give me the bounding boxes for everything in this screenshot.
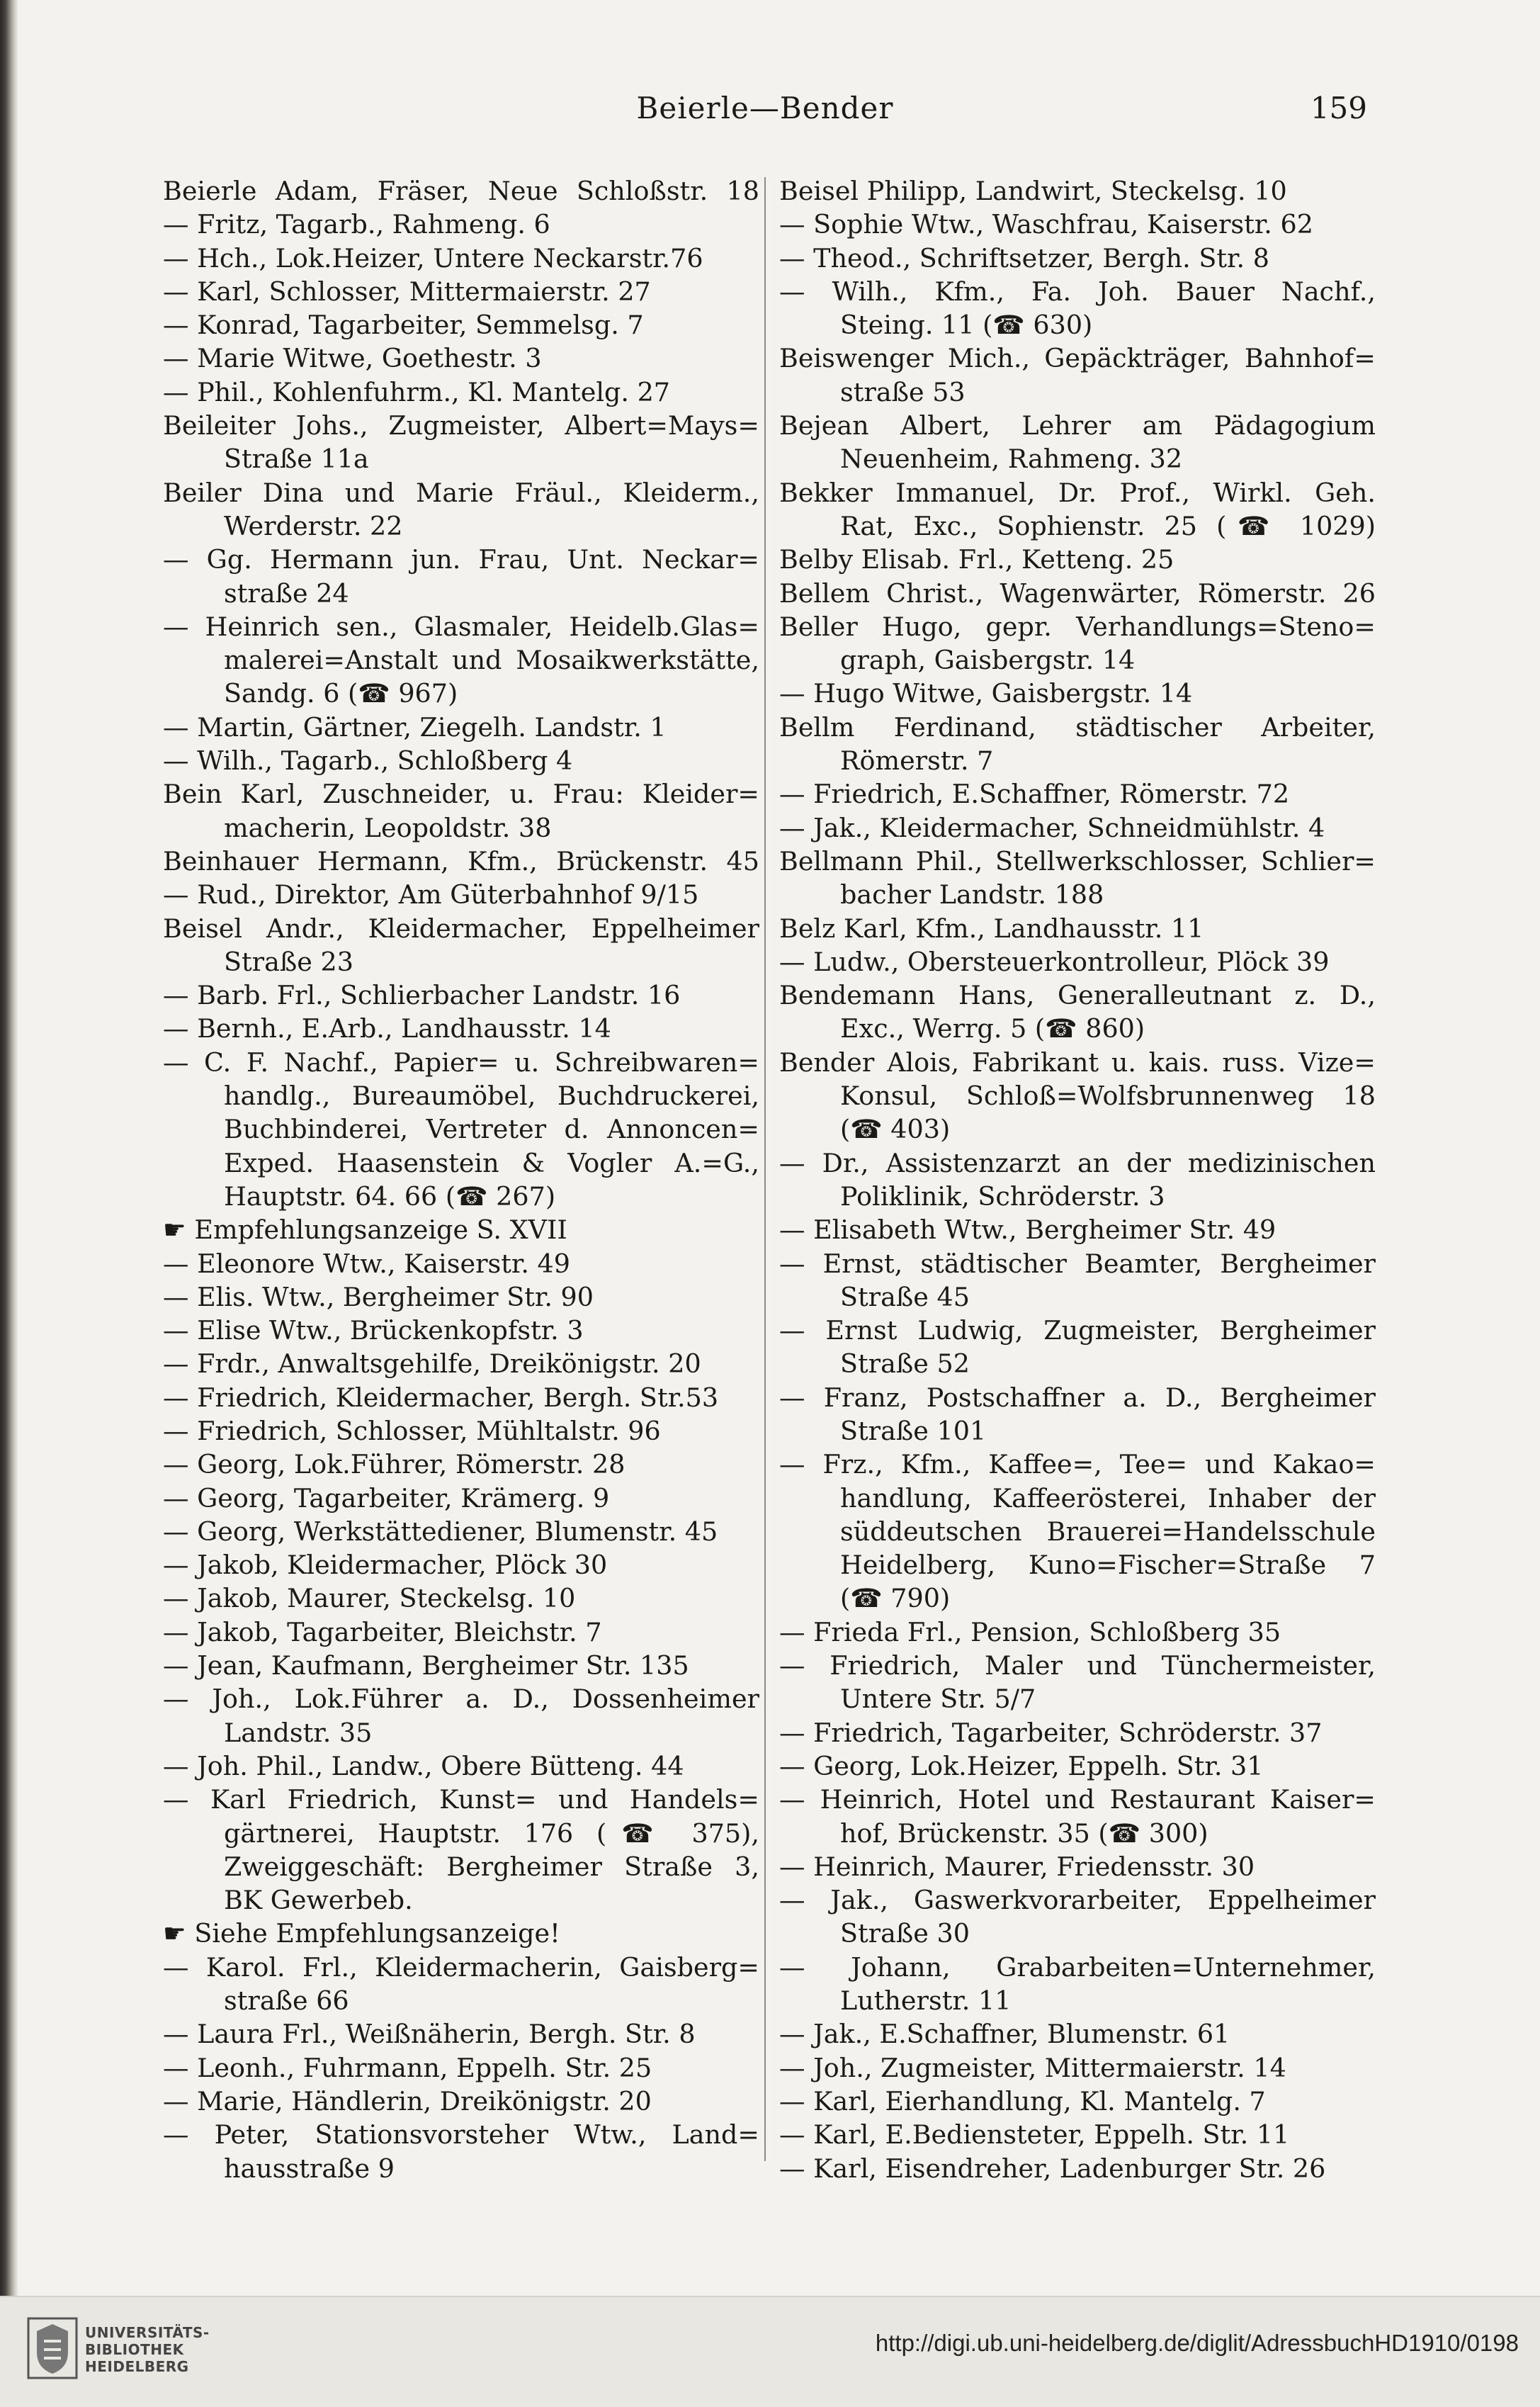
directory-entry-line: — Johann, Grabarbeiten=Unternehmer,	[779, 1951, 1376, 1983]
university-seal-icon	[27, 2317, 78, 2379]
directory-entry-line: Buchbinderei, Vertreter d. Annoncen=	[224, 1114, 759, 1145]
digitization-footer	[0, 2296, 1540, 2407]
directory-entry-line: — Gg. Hermann jun. Frau, Unt. Neckar=	[163, 544, 759, 575]
directory-entry-line: — Wilh., Tagarb., Schloßberg 4	[163, 745, 573, 777]
directory-entry-line: Konsul, Schloß=Wolfsbrunnenweg 18	[840, 1081, 1376, 1112]
directory-entry-line: Römerstr. 7	[840, 745, 994, 777]
directory-entry-line: Werderstr. 22	[224, 510, 403, 541]
directory-entry-line: — Elise Wtw., Brückenkopfstr. 3	[163, 1315, 584, 1346]
directory-entry-line: — Elisabeth Wtw., Bergheimer Str. 49	[779, 1214, 1276, 1246]
directory-entry-line: — Heinrich, Hotel und Restaurant Kaiser=	[779, 1784, 1376, 1815]
directory-entry-line: — Karl, E.Bediensteter, Eppelh. Str. 11	[779, 2119, 1290, 2150]
directory-entry-line: Beisel Andr., Kleidermacher, Eppelheimer	[163, 913, 759, 944]
directory-entry-line: — Friedrich, Kleidermacher, Bergh. Str.53	[163, 1382, 719, 1413]
directory-entry-line: Lutherstr. 11	[840, 1985, 1012, 2017]
directory-entry-line: straße 24	[224, 577, 349, 609]
directory-entry-line: — Laura Frl., Weißnäherin, Bergh. Str. 8	[163, 2019, 696, 2050]
directory-entry-line: Neuenheim, Rahmeng. 32	[840, 444, 1183, 475]
directory-entry-line: Landstr. 35	[224, 1717, 373, 1748]
directory-entry-line: — Joh. Phil., Landw., Obere Bütteng. 44	[163, 1750, 684, 1781]
directory-entry-line: Beiswenger Mich., Gepäckträger, Bahnhof=	[779, 343, 1376, 374]
directory-entry-line: Sandg. 6 (☎ 967)	[224, 678, 458, 709]
directory-entry-line: — Jak., Kleidermacher, Schneidmühlstr. 4	[779, 812, 1325, 843]
directory-entry-line: Exc., Werrg. 5 (☎ 860)	[840, 1013, 1145, 1044]
directory-entry-line: — Georg, Lok.Führer, Römerstr. 28	[163, 1449, 625, 1480]
directory-entry-line: bacher Landstr. 188	[840, 879, 1104, 911]
directory-entry-line: — Ernst, städtischer Beamter, Bergheimer	[779, 1248, 1376, 1279]
directory-entry-line: — Bernh., E.Arb., Landhausstr. 14	[163, 1013, 611, 1044]
directory-entry-line: handlung, Kaffeerösterei, Inhaber der	[840, 1482, 1376, 1513]
directory-entry-line: macherin, Leopoldstr. 38	[224, 812, 552, 843]
directory-entry-line: — Frieda Frl., Pension, Schloßberg 35	[779, 1616, 1281, 1647]
directory-entry-line: — Dr., Assistenzarzt an der medizinischen	[779, 1147, 1376, 1178]
directory-entry-line: — Jakob, Kleidermacher, Plöck 30	[163, 1550, 608, 1581]
directory-entry-line: Exped. Haasenstein & Vogler A.=G.,	[224, 1147, 759, 1178]
directory-entry-line: — Fritz, Tagarb., Rahmeng. 6	[163, 209, 550, 240]
directory-entry-line: — Ludw., Obersteuerkontrolleur, Plöck 39	[779, 946, 1330, 977]
directory-entry-line: graph, Gaisbergstr. 14	[840, 645, 1136, 676]
directory-entry-line: BK Gewerbeb.	[224, 1885, 413, 1916]
directory-entry-line: — Friedrich, Maler und Tünchermeister,	[779, 1650, 1376, 1681]
directory-entry-line: Zweiggeschäft: Bergheimer Straße 3,	[224, 1851, 759, 1882]
directory-entry-line: (☎ 790)	[840, 1583, 951, 1614]
directory-entry-line: Beiler Dina und Marie Fräul., Kleiderm.,	[163, 477, 759, 508]
directory-entry-line: — Friedrich, Tagarbeiter, Schröderstr. 37	[779, 1717, 1323, 1748]
directory-entry-line: Beisel Philipp, Landwirt, Steckelsg. 10	[779, 176, 1287, 206]
directory-entry-line: gärtnerei, Hauptstr. 176 (☎ 375),	[224, 1817, 759, 1849]
directory-entry-line: — Phil., Kohlenfuhrm., Kl. Mantelg. 27	[163, 376, 671, 407]
directory-entry-line: — Elis. Wtw., Bergheimer Str. 90	[163, 1281, 594, 1312]
directory-entry-line: — Karl Friedrich, Kunst= und Handels=	[163, 1784, 759, 1815]
directory-entry-line: (☎ 403)	[840, 1114, 951, 1145]
directory-entry-line: Bellmann Phil., Stellwerkschlosser, Schlier=	[779, 845, 1376, 876]
directory-entry-line: — Marie, Händlerin, Dreikönigstr. 20	[163, 2085, 652, 2116]
directory-entry-line: — Konrad, Tagarbeiter, Semmelsg. 7	[163, 310, 644, 341]
directory-entry-line: Untere Str. 5/7	[840, 1684, 1036, 1715]
directory-entry-line: — Frz., Kfm., Kaffee=, Tee= und Kakao=	[779, 1449, 1376, 1480]
directory-entry-line: — Karl, Schlosser, Mittermaierstr. 27	[163, 276, 651, 307]
directory-entry-line: — Karl, Eisendreher, Ladenburger Str. 26	[779, 2153, 1326, 2184]
directory-entry-line: Bellm Ferdinand, städtischer Arbeiter,	[779, 711, 1376, 743]
directory-entry-line: Beierle Adam, Fräser, Neue Schloßstr. 18	[163, 176, 759, 206]
directory-entry-line: — Karl, Eierhandlung, Kl. Mantelg. 7	[779, 2085, 1266, 2116]
directory-entry-line: — Rud., Direktor, Am Güterbahnhof 9/15	[163, 879, 699, 911]
directory-entry-line: Beileiter Johs., Zugmeister, Albert=Mays=	[163, 410, 759, 441]
directory-entry-line: — Theod., Schriftsetzer, Bergh. Str. 8	[779, 242, 1269, 274]
page-header	[163, 91, 1367, 133]
directory-entry-line: — Georg, Tagarbeiter, Krämerg. 9	[163, 1482, 610, 1513]
directory-entry-line: Straße 30	[840, 1918, 970, 1949]
directory-entry-line: — Jak., E.Schaffner, Blumenstr. 61	[779, 2019, 1230, 2050]
directory-entry-line: malerei=Anstalt und Mosaikwerkstätte,	[224, 645, 759, 676]
directory-entry-line: — Ernst Ludwig, Zugmeister, Bergheimer	[779, 1315, 1376, 1346]
directory-entry-line: Belz Karl, Kfm., Landhausstr. 11	[779, 913, 1204, 944]
directory-entry-line: — Leonh., Fuhrmann, Eppelh. Str. 25	[163, 2052, 652, 2083]
directory-entry-line: Hauptstr. 64. 66 (☎ 267)	[224, 1180, 556, 1212]
source-url-link[interactable]: http://digi.ub.uni-heidelberg.de/diglit/AdressbuchHD1910/0198	[875, 2330, 1519, 2356]
directory-entry-line: Bellem Christ., Wagenwärter, Römerstr. 26	[779, 577, 1376, 609]
running-title: Beierle—Bender	[636, 91, 894, 125]
directory-entry-line: — Barb. Frl., Schlierbacher Landstr. 16	[163, 980, 681, 1011]
directory-entry-line: hof, Brückenstr. 35 (☎ 300)	[840, 1817, 1208, 1849]
right-column	[779, 174, 1376, 2185]
directory-entry-line: Bendemann Hans, Generalleutnant z. D.,	[779, 980, 1376, 1011]
directory-entry-line: straße 66	[224, 1985, 349, 2017]
directory-entry-line: ☛ Empfehlungsanzeige S. XVII	[163, 1214, 567, 1246]
directory-entry-line: Beinhauer Hermann, Kfm., Brückenstr. 45	[163, 845, 759, 876]
directory-entry-line: — Martin, Gärtner, Ziegelh. Landstr. 1	[163, 711, 667, 743]
directory-entry-line: — Jakob, Maurer, Steckelsg. 10	[163, 1583, 576, 1614]
directory-entry-line: — Franz, Postschaffner a. D., Bergheimer	[779, 1382, 1376, 1413]
directory-entry-line: — Peter, Stationsvorsteher Wtw., Land=	[163, 2119, 759, 2150]
directory-entry-line: — Wilh., Kfm., Fa. Joh. Bauer Nachf.,	[779, 276, 1376, 307]
directory-entry-line: — C. F. Nachf., Papier= u. Schreibwaren=	[163, 1047, 759, 1078]
directory-entry-line: Belby Elisab. Frl., Ketteng. 25	[779, 544, 1174, 575]
directory-entry-line: — Jean, Kaufmann, Bergheimer Str. 135	[163, 1650, 689, 1681]
page-number: 159	[1310, 91, 1367, 125]
directory-entry-line: — Friedrich, E.Schaffner, Römerstr. 72	[779, 779, 1290, 810]
directory-entry-line: Heidelberg, Kuno=Fischer=Straße 7	[840, 1550, 1376, 1581]
directory-entry-line: handlg., Bureaumöbel, Buchdruckerei,	[224, 1081, 759, 1112]
directory-entry-line: — Heinrich, Maurer, Friedensstr. 30	[779, 1851, 1255, 1882]
directory-entry-line: — Sophie Wtw., Waschfrau, Kaiserstr. 62	[779, 209, 1313, 240]
directory-entry-line: — Heinrich sen., Glasmaler, Heidelb.Glas=	[163, 611, 759, 642]
directory-entry-line: Straße 11a	[224, 444, 369, 475]
directory-entry-line: Straße 23	[224, 946, 353, 977]
library-name-line: HEIDELBERG	[85, 2358, 189, 2375]
library-name-line: UNIVERSITÄTS-	[85, 2324, 210, 2341]
library-name	[85, 2324, 210, 2375]
directory-entry-line: ☛ Siehe Empfehlungsanzeige!	[163, 1918, 560, 1949]
directory-entry-line: hausstraße 9	[224, 2153, 395, 2184]
directory-entry-line: — Jakob, Tagarbeiter, Bleichstr. 7	[163, 1616, 602, 1647]
directory-entry-line: straße 53	[840, 376, 966, 407]
directory-entry-line: Beller Hugo, gepr. Verhandlungs=Steno=	[779, 611, 1376, 642]
directory-entry-line: Rat, Exc., Sophienstr. 25 (☎ 1029)	[840, 510, 1376, 541]
directory-entry-line: — Marie Witwe, Goethestr. 3	[163, 343, 542, 374]
directory-entry-line: Straße 45	[840, 1281, 970, 1312]
directory-entry-line: — Hch., Lok.Heizer, Untere Neckarstr.76	[163, 242, 703, 274]
directory-entry-line: — Hugo Witwe, Gaisbergstr. 14	[779, 678, 1193, 709]
left-column	[163, 174, 759, 2185]
directory-entry-line: Steing. 11 (☎ 630)	[840, 310, 1093, 341]
directory-entry-line: — Eleonore Wtw., Kaiserstr. 49	[163, 1248, 570, 1279]
directory-entry-line: Poliklinik, Schröderstr. 3	[840, 1180, 1165, 1212]
directory-entry-line: — Jak., Gaswerkvorarbeiter, Eppelheimer	[779, 1885, 1376, 1916]
book-spine-shadow	[0, 0, 18, 2296]
directory-entry-line: süddeutschen Brauerei=Handelsschule	[840, 1516, 1376, 1547]
directory-entry-line: Bejean Albert, Lehrer am Pädagogium	[779, 410, 1376, 441]
directory-entry-line: Straße 101	[840, 1415, 987, 1446]
column-divider	[764, 177, 766, 2161]
directory-entry-line: — Joh., Zugmeister, Mittermaierstr. 14	[779, 2052, 1286, 2083]
directory-entry-line: Bekker Immanuel, Dr. Prof., Wirkl. Geh.	[779, 477, 1376, 508]
directory-entry-line: Straße 52	[840, 1348, 970, 1380]
directory-entry-line: — Georg, Werkstättediener, Blumenstr. 45	[163, 1516, 718, 1547]
directory-entry-line: Bein Karl, Zuschneider, u. Frau: Kleider=	[163, 779, 759, 810]
directory-entry-line: Bender Alois, Fabrikant u. kais. russ. Vize=	[779, 1047, 1376, 1078]
library-name-line: BIBLIOTHEK	[85, 2341, 184, 2358]
directory-entry-line: — Georg, Lok.Heizer, Eppelh. Str. 31	[779, 1750, 1264, 1781]
directory-entry-line: — Joh., Lok.Führer a. D., Dossenheimer	[163, 1684, 759, 1715]
directory-entry-line: — Friedrich, Schlosser, Mühltalstr. 96	[163, 1415, 661, 1446]
directory-entry-line: — Frdr., Anwaltsgehilfe, Dreikönigstr. 20	[163, 1348, 701, 1380]
directory-entry-line: — Karol. Frl., Kleidermacherin, Gaisberg=	[163, 1951, 759, 1983]
